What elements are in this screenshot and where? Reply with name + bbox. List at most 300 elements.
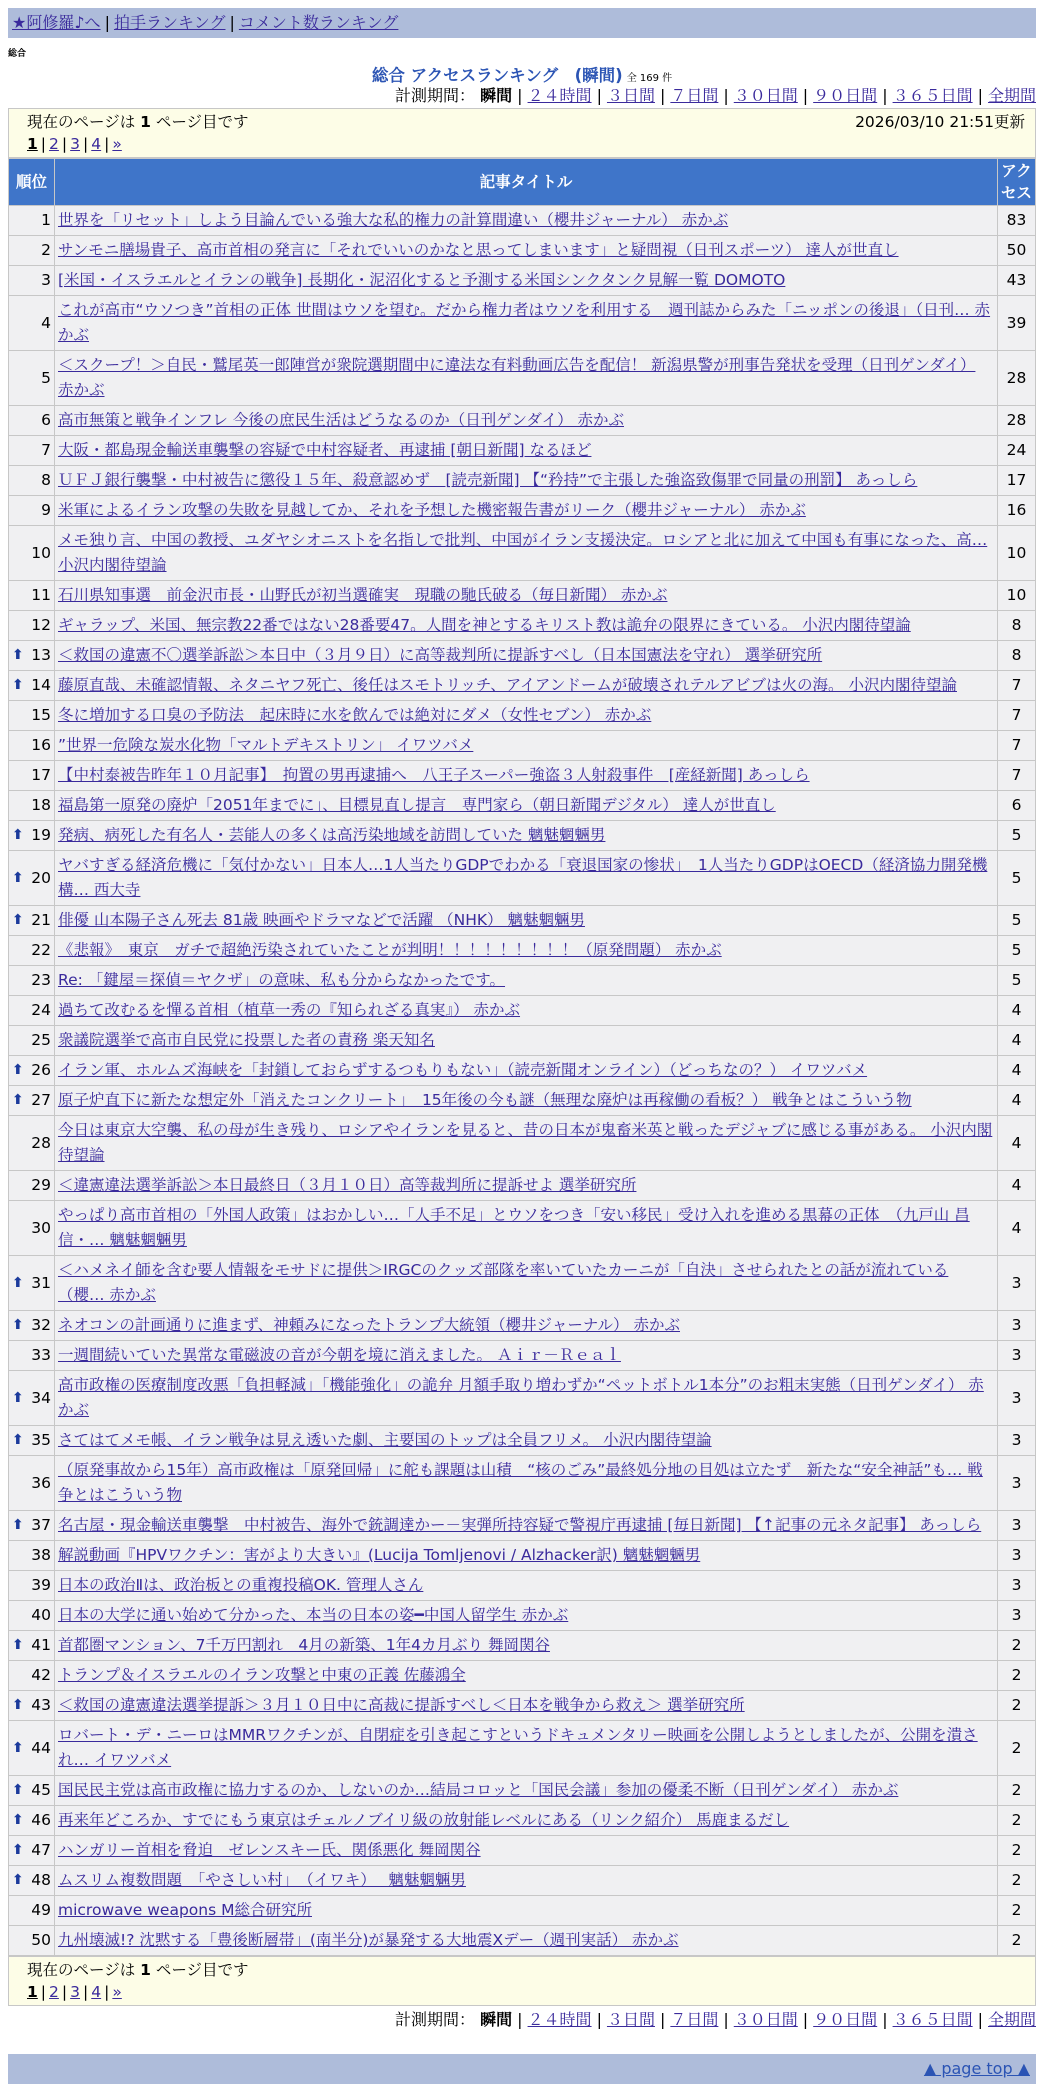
article-link[interactable]: これが高市“ウソつき”首相の正体 世間はウソを望む。だから権力者はウソを利用する 週刊誌からみた「ニッポンの後退」（日刊… 赤かぶ: [58, 301, 991, 344]
rank-cell: [9, 351, 55, 406]
title-cell: [55, 821, 998, 851]
rank-cell: [9, 1926, 55, 1956]
rank-number: 35: [31, 1431, 51, 1449]
rank-number: 9: [41, 501, 51, 519]
up-arrow-icon: ⬆: [12, 1432, 24, 1448]
rank-number: 31: [31, 1273, 51, 1292]
access-count: 3: [998, 1456, 1036, 1511]
article-link[interactable]: サンモニ膳場貴子、高市首相の発言に「それでいいのかなと思ってしまいます」と疑問視（日刊スポーツ） 達人が世直し: [58, 241, 899, 259]
page-link-3[interactable]: 3: [70, 135, 81, 153]
rank-number: 20: [31, 868, 51, 887]
rank-number: 37: [31, 1516, 51, 1534]
rank-number: 14: [31, 676, 51, 694]
title-cell: [55, 1571, 998, 1601]
period-24h[interactable]: ２４時間: [527, 2010, 592, 2029]
article-link[interactable]: 名古屋・現金輸送車襲撃 中村被告、海外で銃調達かー－実弾所持容疑で警視庁再逮捕 [毎日新聞] 【↑記事の元ネタ記事】 あっしら: [58, 1516, 982, 1534]
up-arrow-icon: ⬆: [12, 1842, 24, 1858]
table-row: [9, 1086, 1036, 1116]
article-link[interactable]: Re: 「鍵屋＝探偵＝ヤクザ」の意味、私も分からなかったです。: [58, 971, 506, 989]
table-row: [9, 1341, 1036, 1371]
rank-cell: [9, 1341, 55, 1371]
period-7d[interactable]: ７日間: [670, 86, 719, 105]
title-cell: [55, 1776, 998, 1806]
page-current: 1: [27, 135, 38, 153]
nav-separator: |: [229, 13, 235, 32]
table-row: [9, 1866, 1036, 1896]
up-arrow-icon: ⬆: [12, 1092, 24, 1108]
nav-link-clap-ranking[interactable]: 拍手ランキング: [113, 13, 226, 32]
period-90d[interactable]: ９０日間: [813, 2010, 878, 2029]
rank-number: 3: [41, 271, 51, 289]
article-link[interactable]: ハンガリー首相を脅迫 ゼレンスキー氏、関係悪化 舞岡関谷: [58, 1841, 481, 1859]
rank-cell: [9, 1026, 55, 1056]
article-link[interactable]: 過ちて改むるを憚る首相（植草一秀の『知られざる真実』） 赤かぶ: [58, 1001, 521, 1019]
article-link[interactable]: イラン軍、ホルムズ海峡を「封鎖しておらずするつもりもない」（読売新聞オンライン）（どっちなの？） イワツバメ: [58, 1061, 868, 1079]
title-cell: [55, 266, 998, 296]
access-count: 4: [998, 1116, 1036, 1171]
rank-cell: [9, 1456, 55, 1511]
article-link[interactable]: メモ独り言、中国の教授、ユダヤシオニストを名指しで批判、中国がイラン支援決定。ロシアと北に加えて中国も有事になった、高… 小沢内閣待望論: [58, 531, 988, 574]
access-count: 2: [998, 1721, 1036, 1776]
article-link[interactable]: 解説動画『HPVワクチン：害がより大きい』(Lucija Tomljenovi / Alzhacker訳) 魑魅魍魎男: [58, 1546, 701, 1564]
article-link[interactable]: 【中村泰被告昨年１０月記事】 拘置の男再逮捕へ 八王子スーパー強盗３人射殺事件 [産経新聞] あっしら: [58, 766, 810, 784]
table-row: [9, 1511, 1036, 1541]
rank-number: 44: [31, 1738, 51, 1757]
rank-number: 22: [31, 941, 51, 959]
rank-number: 29: [31, 1176, 51, 1194]
table-row: [9, 351, 1036, 406]
article-link[interactable]: ”世界一危険な炭水化物「マルトデキストリン」 イワツバメ: [58, 736, 474, 754]
article-link[interactable]: 日本の大学に通い始めて分かった、本当の日本の姿━中国人留学生 赤かぶ: [58, 1606, 569, 1624]
rank-cell: [9, 761, 55, 791]
rank-number: 41: [31, 1636, 51, 1654]
access-count: 3: [998, 1601, 1036, 1631]
rank-number: 32: [31, 1316, 51, 1334]
article-link[interactable]: 《悲報》 東京 ガチで超絶汚染されていたことが判明！！！！！！！！！（原発問題） 赤かぶ: [58, 941, 722, 959]
rank-number: 27: [31, 1091, 51, 1109]
page-link-3[interactable]: 3: [70, 1983, 81, 2001]
nav-link-home[interactable]: ★阿修羅♪へ: [12, 13, 101, 32]
rank-cell: [9, 671, 55, 701]
up-arrow-icon: ⬆: [12, 1389, 24, 1406]
rank-number: 40: [31, 1606, 51, 1624]
title-cell: [55, 1116, 998, 1171]
table-row: [9, 1926, 1036, 1956]
period-365d[interactable]: ３６５日間: [892, 2010, 973, 2029]
page-next[interactable]: »: [112, 135, 122, 153]
up-arrow-icon: ⬆: [12, 647, 24, 663]
rank-number: 17: [31, 766, 51, 784]
up-arrow-icon: ⬆: [12, 912, 24, 928]
updated-time: 2026/03/10 21:51更新: [855, 113, 1025, 131]
rank-number: 43: [31, 1696, 51, 1714]
access-count: 2: [998, 1776, 1036, 1806]
rank-number: 18: [31, 796, 51, 814]
rank-number: 10: [31, 543, 51, 562]
rank-cell: [9, 1661, 55, 1691]
table-row: [9, 1256, 1036, 1311]
title-cell: [55, 1601, 998, 1631]
item-count: 全 169 件: [626, 73, 673, 84]
period-3d[interactable]: ３日間: [606, 86, 655, 105]
table-row: [9, 581, 1036, 611]
title-cell: [55, 701, 998, 731]
page-status-post: ページ目です: [150, 1961, 249, 1979]
article-link[interactable]: ＜ハメネイ師を含む要人情報をモサドに提供＞IRGCのクッズ部隊を率いていたカーニが「自決」させられたとの話が流れている（櫻… 赤かぶ: [58, 1261, 949, 1304]
page-title: [8, 62, 1036, 84]
title-cell: [55, 906, 998, 936]
title-cell: [55, 1426, 998, 1456]
rank-cell: [9, 236, 55, 266]
table-row: [9, 1371, 1036, 1426]
article-link[interactable]: 世界を「リセット」しよう目論んでいる強大な私的権力の計算間違い（櫻井ジャーナル） 赤かぶ: [58, 211, 729, 229]
title-cell: [55, 791, 998, 821]
table-row: [9, 966, 1036, 996]
article-link[interactable]: 原子炉直下に新たな想定外「消えたコンクリート」 15年後の今も謎（無理な廃炉は再稼働の看板？） 戦争とはこういう物: [58, 1091, 912, 1109]
rank-cell: [9, 611, 55, 641]
up-arrow-icon: ⬆: [12, 1872, 24, 1888]
title-cell: [55, 296, 998, 351]
rank-number: 13: [31, 646, 51, 664]
table-row: [9, 436, 1036, 466]
page-status: [27, 111, 249, 133]
article-link[interactable]: ロバート・デ・ニーロはMMRワクチンが、自閉症を引き起こすというドキュメンタリー映画を公開しようとしましたが、公開を潰され… イワツバメ: [58, 1726, 978, 1769]
table-row: [9, 1116, 1036, 1171]
title-cell: [55, 731, 998, 761]
breadcrumb: 総合: [8, 49, 27, 59]
article-link[interactable]: ＜救国の違憲不〇選挙訴訟＞本日中（３月９日）に高等裁判所に提訴すべし（日本国憲法を守れ） 選挙研究所: [58, 646, 823, 664]
table-row: [9, 1056, 1036, 1086]
title-cell: [55, 1171, 998, 1201]
access-count: 5: [998, 821, 1036, 851]
page-next[interactable]: »: [112, 1983, 122, 2001]
rank-number: 24: [31, 1001, 51, 1019]
access-count: 50: [998, 236, 1036, 266]
rank-cell: [9, 1601, 55, 1631]
access-count: 4: [998, 1171, 1036, 1201]
table-row: [9, 1426, 1036, 1456]
rank-cell: [9, 526, 55, 581]
rank-number: 15: [31, 706, 51, 724]
rank-number: 49: [31, 1901, 51, 1919]
up-arrow-icon: ⬆: [12, 1637, 24, 1653]
article-link[interactable]: やっぱり高市首相の「外国人政策」はおかしい…「人手不足」とウソをつき「安い移民」受け入れを進める黒幕の正体 （九戸山 昌信・… 魑魅魍魎男: [58, 1206, 970, 1249]
rank-number: 23: [31, 971, 51, 989]
table-row: [9, 1896, 1036, 1926]
rank-number: 45: [31, 1781, 51, 1799]
article-link[interactable]: 高市無策と戦争インフレ 今後の庶民生活はどうなるのか（日刊ゲンダイ） 赤かぶ: [58, 411, 624, 429]
article-link[interactable]: [米国・イスラエルとイランの戦争] 長期化・泥沼化すると予測する米国シンクタンク見解一覧 DOMOTO: [58, 271, 786, 289]
rank-number: 28: [31, 1133, 51, 1152]
table-row: [9, 1311, 1036, 1341]
table-row: [9, 671, 1036, 701]
article-link[interactable]: ＜救国の違憲違法選挙提訴＞３月１０日中に高裁に提訴すべし＜日本を戦争から救え＞ 選挙研究所: [58, 1696, 745, 1714]
rank-cell: [9, 1866, 55, 1896]
access-count: 5: [998, 851, 1036, 906]
rank-cell: [9, 731, 55, 761]
article-link[interactable]: 一週間続いていた異常な電磁波の音が今朝を境に消えました。 Ａｉｒ－Ｒｅａｌ: [58, 1346, 621, 1364]
rank-number: 19: [31, 826, 51, 844]
title-cell: [55, 466, 998, 496]
article-link[interactable]: ギャラップ、米国、無宗教22番ではない28番要47。人間を神とするキリスト教は詭弁の限界にきている。 小沢内閣待望論: [58, 616, 911, 634]
access-count: 2: [998, 1631, 1036, 1661]
table-row: [9, 761, 1036, 791]
page-status-post: ページ目です: [150, 113, 249, 131]
up-arrow-icon: ⬆: [12, 827, 24, 843]
access-count: 5: [998, 906, 1036, 936]
rank-number: 11: [31, 586, 51, 604]
title-cell: [55, 761, 998, 791]
rank-cell: [9, 466, 55, 496]
rank-number: 4: [41, 313, 51, 332]
table-row: [9, 791, 1036, 821]
page-link-4[interactable]: 4: [91, 135, 102, 153]
access-count: 4: [998, 996, 1036, 1026]
access-count: 10: [998, 526, 1036, 581]
title-cell: [55, 581, 998, 611]
table-row: [9, 406, 1036, 436]
table-row: [9, 206, 1036, 236]
rank-cell: [9, 791, 55, 821]
access-count: 5: [998, 966, 1036, 996]
access-count: 5: [998, 936, 1036, 966]
rank-cell: [9, 1256, 55, 1311]
period-all[interactable]: 全期間: [987, 2010, 1036, 2029]
article-link[interactable]: （原発事故から15年）高市政権は「原発回帰」に舵も課題は山積 “核のごみ”最終処分地の目処は立たず 新たな“安全神話”も… 戦争とはこういう物: [58, 1461, 983, 1504]
table-row: [9, 1661, 1036, 1691]
article-link[interactable]: 大阪・都島現金輸送車襲撃の容疑で中村容疑者、再逮捕 [朝日新聞] なるほど: [58, 441, 592, 459]
period-24h[interactable]: ２４時間: [527, 86, 592, 105]
period-current: 瞬間: [480, 2010, 513, 2029]
rank-cell: [9, 1631, 55, 1661]
up-arrow-icon: ⬆: [12, 1062, 24, 1078]
title-cell: [55, 996, 998, 1026]
rank-cell: [9, 581, 55, 611]
page-link-2[interactable]: 2: [49, 1983, 59, 2001]
up-arrow-icon: ⬆: [12, 869, 24, 886]
table-row: [9, 1571, 1036, 1601]
rank-cell: [9, 1311, 55, 1341]
access-count: 2: [998, 1896, 1036, 1926]
rank-cell: [9, 701, 55, 731]
period-90d[interactable]: ９０日間: [813, 86, 878, 105]
rank-number: 21: [31, 911, 51, 929]
article-link[interactable]: 衆議院選挙で高市自民党に投票した者の責務 楽天知名: [58, 1031, 435, 1049]
page-link-2[interactable]: 2: [49, 135, 59, 153]
access-count: 2: [998, 1661, 1036, 1691]
rank-cell: [9, 996, 55, 1026]
access-count: 16: [998, 496, 1036, 526]
access-count: 8: [998, 611, 1036, 641]
rank-number: 38: [31, 1546, 51, 1564]
col-access: アクセス: [998, 159, 1036, 206]
article-link[interactable]: トランプ＆イスラエルのイラン攻撃と中東の正義 佐藤鴻全: [58, 1666, 466, 1684]
period-selector-bottom: 計測期間： 瞬間 | ２４時間 | ３日間 | ７日間 | ３０日間 | ９０日間 | ３６５日間 | 全期間: [395, 2010, 1036, 2029]
table-row: [9, 611, 1036, 641]
table-row: [9, 466, 1036, 496]
up-arrow-icon: ⬆: [12, 677, 24, 693]
article-link[interactable]: 俳優 山本陽子さん死去 81歳 映画やドラマなどで活躍 （NHK） 魑魅魍魎男: [58, 911, 585, 929]
article-link[interactable]: 国民民主党は高市政権に協力するのか、しないのか…結局コロッと「国民会議」参加の優柔不断（日刊ゲンダイ） 赤かぶ: [58, 1781, 899, 1799]
rank-number: 36: [31, 1473, 51, 1492]
period-30d[interactable]: ３０日間: [733, 86, 798, 105]
rank-cell: [9, 1116, 55, 1171]
article-link[interactable]: 日本の政治Ⅱは、政治板との重複投稿OK. 管理人さん: [58, 1576, 424, 1594]
rank-cell: [9, 906, 55, 936]
table-row: [9, 526, 1036, 581]
nav-link-comment-ranking[interactable]: コメント数ランキング: [238, 13, 399, 32]
rank-cell: [9, 851, 55, 906]
access-count: 4: [998, 1201, 1036, 1256]
rank-cell: [9, 1776, 55, 1806]
access-count: 4: [998, 1026, 1036, 1056]
col-title: 記事タイトル: [55, 159, 998, 206]
table-row: [9, 731, 1036, 761]
rank-cell: [9, 1086, 55, 1116]
title-cell: [55, 671, 998, 701]
table-row: [9, 296, 1036, 351]
access-count: 6: [998, 791, 1036, 821]
page-status-pre: 現在のページは: [27, 1961, 141, 1979]
rank-number: 50: [31, 1931, 51, 1949]
access-count: 2: [998, 1866, 1036, 1896]
rank-number: 48: [31, 1871, 51, 1889]
article-link[interactable]: ネオコンの計画通りに進まず、神頼みになったトランプ大統領（櫻井ジャーナル） 赤かぶ: [58, 1316, 680, 1334]
rank-number: 2: [41, 241, 51, 259]
rank-cell: [9, 966, 55, 996]
ranking-body: [9, 206, 1036, 1956]
access-count: 7: [998, 761, 1036, 791]
access-count: 8: [998, 641, 1036, 671]
article-link[interactable]: ヤバすぎる経済危機に「気付かない」日本人…1人当たりGDPでわかる「衰退国家の惨状」 1人当たりGDPはOECD（経済協力開発機構… 西大寺: [58, 856, 988, 899]
access-count: 7: [998, 671, 1036, 701]
access-count: 39: [998, 296, 1036, 351]
article-link[interactable]: 石川県知事選 前金沢市長・山野氏が初当選確実 現職の馳氏破る（毎日新聞） 赤かぶ: [58, 586, 668, 604]
table-row: [9, 266, 1036, 296]
ranking-table: [8, 158, 1036, 1956]
period-30d[interactable]: ３０日間: [733, 2010, 798, 2029]
article-link[interactable]: 九州壊滅!? 沈黙する「豊後断層帯」(南半分)が暴発する大地震Xデー（週刊実話） 赤かぶ: [58, 1931, 679, 1949]
article-link[interactable]: さてはてメモ帳、イラン戦争は見え透いた劇、主要国のトップは全員フリメ。 小沢内閣待望論: [58, 1431, 712, 1449]
table-row: [9, 496, 1036, 526]
access-count: 7: [998, 731, 1036, 761]
period-7d[interactable]: ７日間: [670, 2010, 719, 2029]
access-count: 2: [998, 1836, 1036, 1866]
article-link[interactable]: ＵＦＪ銀行襲撃・中村被告に懲役１５年、殺意認めず [読売新聞] 【“矜持”で主張した強盗致傷罪で同量の刑罰】 あっしら: [58, 471, 918, 489]
title-cell: [55, 641, 998, 671]
access-count: 3: [998, 1256, 1036, 1311]
rank-number: 47: [31, 1841, 51, 1859]
access-count: 3: [998, 1426, 1036, 1456]
article-link[interactable]: 藤原直哉、未確認情報、ネタニヤフ死亡、後任はスモトリッチ、アイアンドームが破壊されテルアビブは火の海。 小沢内閣待望論: [58, 676, 957, 694]
article-link[interactable]: 発病、病死した有名人・芸能人の多くは高汚染地域を訪問していた 魑魅魍魎男: [58, 826, 606, 844]
title-cell: [55, 436, 998, 466]
access-count: 4: [998, 1086, 1036, 1116]
up-arrow-icon: ⬆: [12, 1782, 24, 1798]
page-status: [27, 1961, 249, 1979]
up-arrow-icon: ⬆: [12, 1739, 24, 1756]
period-365d[interactable]: ３６５日間: [892, 86, 973, 105]
title-cell: [55, 1256, 998, 1311]
title-cell: [55, 1201, 998, 1256]
article-link[interactable]: 今日は東京大空襲、私の母が生き残り、ロシアやイランを見ると、昔の日本が鬼畜米英と戦ったデジャブに感じる事がある。 小沢内閣待望論: [58, 1121, 993, 1164]
title-cell: [55, 406, 998, 436]
rank-cell: [9, 1541, 55, 1571]
title-cell: [55, 966, 998, 996]
period-selector: 計測期間： 瞬間 | ２４時間 | ３日間 | ７日間 | ３０日間 | ９０日間 | ３６５日間 | 全期間: [395, 86, 1036, 105]
pager-top: 現在のページは 1 ページ目です 2026/03/10 21:51更新 1 | 2 | 3 | 4 | »: [8, 108, 1036, 158]
rank-number: 25: [31, 1031, 51, 1049]
table-row: [9, 236, 1036, 266]
article-link[interactable]: 高市政権の医療制度改悪「負担軽減」「機能強化」の詭弁 月額手取り増わずか“ペットボトル1本分”のお粗末実態（日刊ゲンダイ） 赤かぶ: [58, 1376, 984, 1419]
title-cell: [55, 1661, 998, 1691]
table-row: [9, 1631, 1036, 1661]
rank-cell: [9, 1571, 55, 1601]
page-link-4[interactable]: 4: [91, 1983, 102, 2001]
article-link[interactable]: ＜スクープ！＞自民・鷲尾英一郎陣営が衆院選期間中に違法な有料動画広告を配信！ 新潟県警が刑事告発状を受理（日刊ゲンダイ） 赤かぶ: [58, 356, 976, 399]
rank-cell: [9, 1721, 55, 1776]
article-link[interactable]: 福島第一原発の廃炉「2051年までに」、目標見直し提言 専門家ら（朝日新聞デジタル） 達人が世直し: [58, 796, 776, 814]
period-all[interactable]: 全期間: [987, 86, 1036, 105]
article-link[interactable]: 再来年どころか、すでにもう東京はチェルノブイリ級の放射能レベルにある（リンク紹介） 馬鹿まるだし: [58, 1811, 790, 1829]
rank-cell: [9, 406, 55, 436]
period-3d[interactable]: ３日間: [606, 2010, 655, 2029]
table-row: [9, 851, 1036, 906]
title-cell: [55, 496, 998, 526]
table-row: [9, 1541, 1036, 1571]
rank-cell: [9, 266, 55, 296]
rank-cell: [9, 1836, 55, 1866]
page-top-link[interactable]: ▲ page top ▲: [923, 2059, 1030, 2078]
access-count: 3: [998, 1341, 1036, 1371]
rank-number: 30: [31, 1218, 51, 1237]
article-link[interactable]: 首都圏マンション、7千万円割れ 4月の新築、1年4カ月ぶり 舞岡関谷: [58, 1636, 550, 1654]
access-count: 2: [998, 1691, 1036, 1721]
title-cell: [55, 236, 998, 266]
table-row: [9, 1691, 1036, 1721]
period-label: 計測期間：: [395, 2010, 476, 2029]
rank-cell: [9, 1691, 55, 1721]
up-arrow-icon: ⬆: [12, 1274, 24, 1291]
rank-number: 6: [41, 411, 51, 429]
article-link[interactable]: 米軍によるイラン攻撃の失敗を見越してか、それを予想した機密報告書がリーク（櫻井ジャーナル） 赤かぶ: [58, 501, 806, 519]
rank-cell: [9, 436, 55, 466]
rank-number: 16: [31, 736, 51, 754]
article-link[interactable]: microwave weapons M総合研究所: [58, 1901, 312, 1919]
access-count: 3: [998, 1541, 1036, 1571]
article-link[interactable]: 冬に増加する口臭の予防法 起床時に水を飲んでは絶対にダメ（女性セブン） 赤かぶ: [58, 706, 652, 724]
rank-number: 42: [31, 1666, 51, 1684]
page-status-num: 1: [140, 113, 151, 131]
article-link[interactable]: ムスリム複数問題 「やさしい村」 （イワキ） 魑魅魍魎男: [58, 1871, 466, 1889]
title-cell: [55, 1691, 998, 1721]
title-cell: [55, 1926, 998, 1956]
table-row: [9, 1601, 1036, 1631]
table-row: [9, 936, 1036, 966]
rank-cell: [9, 1371, 55, 1426]
access-count: 28: [998, 351, 1036, 406]
title-cell: [55, 526, 998, 581]
rank-cell: [9, 1056, 55, 1086]
up-arrow-icon: ⬆: [12, 1812, 24, 1828]
access-count: 4: [998, 1056, 1036, 1086]
page-current: 1: [27, 1983, 38, 2001]
top-nav-bar: [8, 8, 1036, 38]
pager-bottom: 現在のページは 1 ページ目です 1 | 2 | 3 | 4 | »: [8, 1956, 1036, 2006]
table-row: [9, 821, 1036, 851]
period-label: 計測期間：: [395, 86, 476, 105]
article-link[interactable]: ＜違憲違法選挙訴訟＞本日最終日（３月１０日）高等裁判所に提訴せよ 選挙研究所: [58, 1176, 637, 1194]
